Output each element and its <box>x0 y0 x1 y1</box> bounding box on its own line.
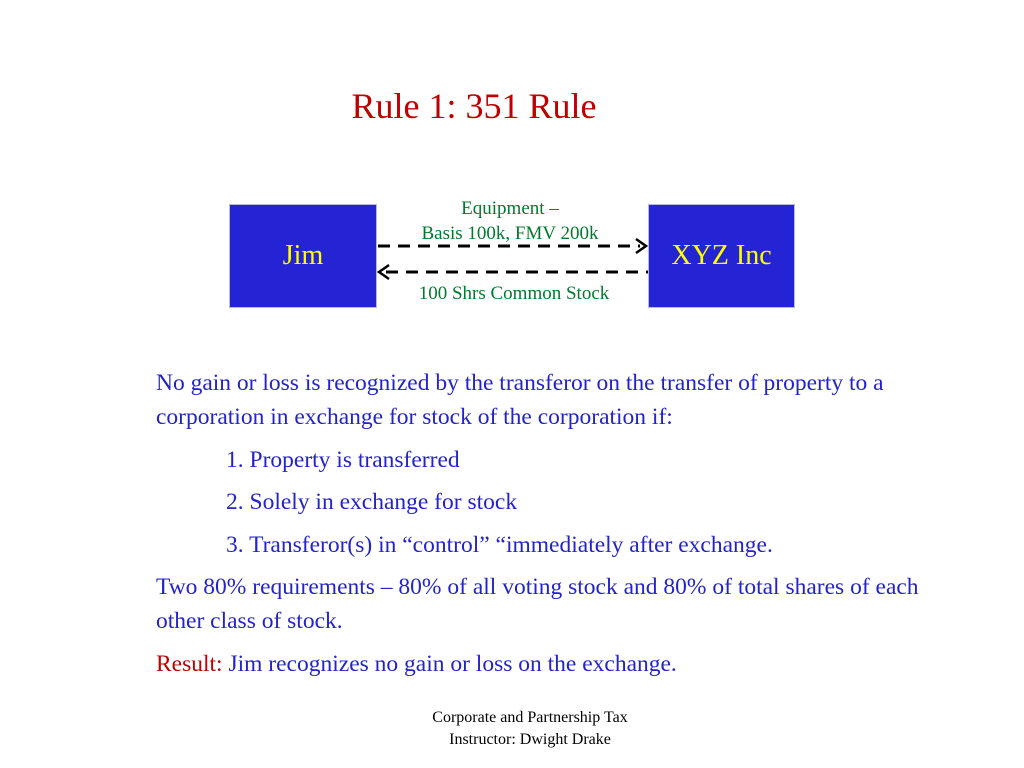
transferor-label: Jim <box>282 240 324 271</box>
result-paragraph <box>156 647 956 681</box>
corporation-box <box>648 204 795 308</box>
stock-arrowhead <box>379 265 389 279</box>
equipment-label <box>380 196 640 246</box>
rule-intro-paragraph: No gain or loss is recognized by the transferor on the transfer of property to a corporation in exchange for stock of the corporation if: <box>156 370 884 430</box>
result-text: Jim recognizes no gain or loss on the exchange. <box>222 651 677 677</box>
footer-course: Corporate and Partnership Tax <box>432 709 628 726</box>
slide-title: Rule 1: 351 Rule <box>351 86 597 126</box>
stock-label: 100 Shrs Common Stock <box>418 283 610 304</box>
transferor-box <box>229 204 377 308</box>
condition-item: 1. Property is transferred <box>226 447 460 473</box>
equipment-label-line2: Basis 100k, FMV 200k <box>421 223 599 244</box>
result-label: Result: <box>156 651 223 677</box>
footer-instructor: Instructor: Dwight Drake <box>449 731 611 748</box>
condition-item: 2. Solely in exchange for stock <box>226 489 518 515</box>
equipment-label-line1: Equipment – <box>461 198 559 219</box>
corporation-label: XYZ Inc <box>671 240 772 271</box>
requirements-paragraph: Two 80% requirements – 80% of all voting stock and 80% of total shares of each other class of stock. <box>156 574 919 634</box>
slide-footer <box>300 707 760 751</box>
condition-item: 3. Transferor(s) in “control” “immediately after exchange. <box>226 532 773 558</box>
